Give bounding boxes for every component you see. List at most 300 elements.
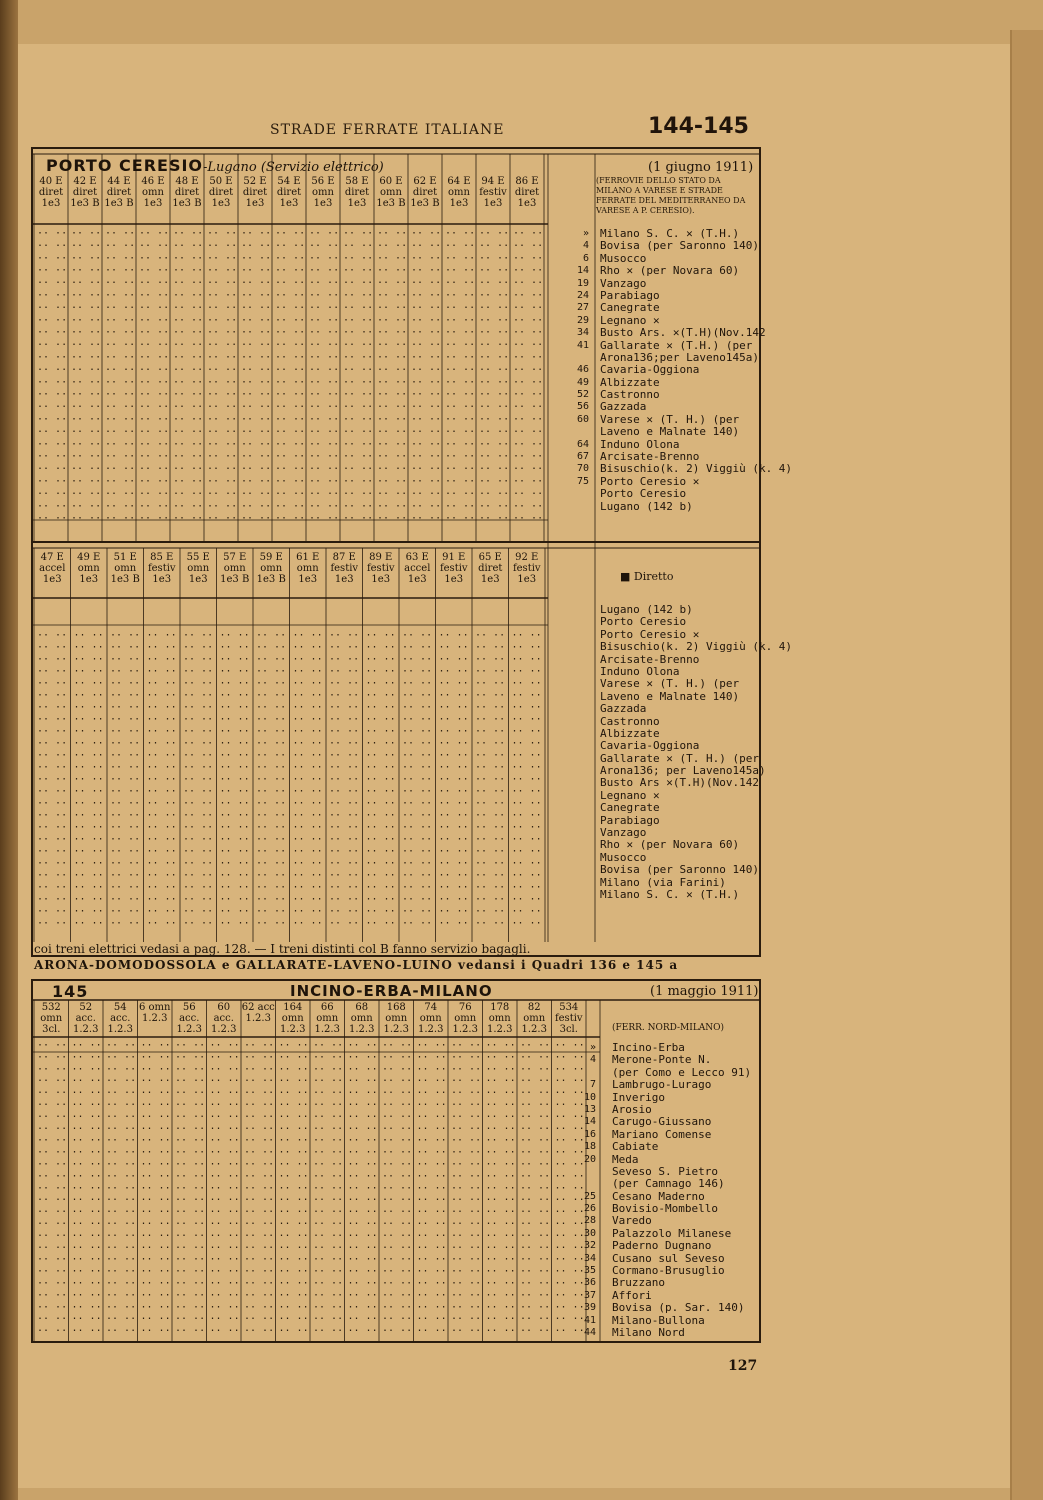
time-cell: ·· ··: [343, 438, 374, 450]
time-cell: ·· ··: [175, 1218, 206, 1230]
time-cell: ·· ··: [105, 352, 136, 363]
time-cell: ·· ··: [139, 364, 170, 376]
time-cell: ·· ··: [520, 1135, 551, 1147]
table-144-cross-reference: ARONA-DOMODOSSOLA e GALLARATE-LAVENO-LUINO vedansi i Quadri 136 e 145 a: [34, 958, 679, 972]
time-cell: ·· ··: [37, 1278, 68, 1289]
time-cell: ·· ··: [278, 1087, 309, 1099]
station-row: Legnano ✕: [600, 788, 660, 802]
time-cell: ·· ··: [554, 1147, 585, 1159]
train-column-header: 56 E omn 1e3: [311, 176, 335, 209]
station-row: Paderno Dugnano: [612, 1239, 712, 1253]
time-cell: ·· ··: [511, 666, 542, 677]
time-cell: ·· ··: [71, 1040, 102, 1051]
station-row: Gazzada: [600, 400, 647, 414]
time-cell: ·· ··: [37, 1313, 68, 1325]
time-cell: ·· ··: [382, 1135, 413, 1147]
time-cell: ·· ··: [73, 738, 104, 749]
station-row: Porto Ceresio ✕: [600, 627, 700, 641]
train-column-header: 50 E diret 1e3: [208, 176, 234, 209]
station-row: Musocco: [600, 251, 647, 265]
time-cell: ·· ··: [475, 846, 506, 857]
time-cell: ·· ··: [106, 1301, 137, 1313]
time-cell: ·· ··: [110, 726, 141, 737]
time-cell: ·· ··: [37, 314, 68, 326]
time-cell: ·· ··: [241, 277, 272, 289]
time-cell: ·· ··: [71, 314, 102, 326]
time-cell: ·· ··: [292, 702, 323, 713]
time-cell: ·· ··: [485, 1135, 516, 1147]
time-cell: ·· ··: [244, 1325, 275, 1337]
time-cell: ·· ··: [275, 314, 306, 326]
time-cell: ·· ··: [183, 678, 214, 689]
time-cell: ·· ··: [175, 1051, 206, 1063]
time-cell: ·· ··: [438, 786, 469, 797]
time-cell: ·· ··: [71, 240, 102, 252]
time-cell: ·· ··: [402, 666, 433, 677]
station-row: Bovisa (per Saronno 140): [600, 239, 759, 253]
time-cell: ·· ··: [37, 290, 68, 301]
time-cell: ·· ··: [475, 894, 506, 905]
km-cell: 32: [583, 1240, 596, 1252]
time-cell: ·· ··: [382, 1218, 413, 1230]
time-cell: ·· ··: [520, 1099, 551, 1111]
time-cell: ·· ··: [244, 1147, 275, 1159]
table-144-date: (1 giugno 1911): [648, 160, 754, 175]
time-cell: ·· ··: [343, 290, 374, 301]
time-cell: ·· ··: [382, 1230, 413, 1242]
time-cell: ·· ··: [313, 1063, 344, 1075]
time-cell: ·· ··: [451, 1159, 482, 1170]
km-cell: 49: [576, 376, 589, 388]
time-cell: ·· ··: [278, 1147, 309, 1159]
time-cell: ·· ··: [37, 630, 68, 641]
time-cell: ·· ··: [73, 642, 104, 653]
station-row: Milano S. C. ✕ (T.H.): [600, 887, 740, 901]
time-cell: ·· ··: [173, 339, 204, 351]
time-cell: ·· ··: [71, 463, 102, 475]
time-cell: ·· ··: [106, 1111, 137, 1123]
table-145-railway-info: (FERR. NORD-MILANO): [612, 1023, 725, 1033]
time-cell: ·· ··: [73, 750, 104, 761]
km-cell: 34: [583, 1252, 596, 1264]
time-cell: ·· ··: [71, 327, 102, 339]
time-cell: ·· ··: [479, 302, 510, 314]
time-cell: ·· ··: [175, 1289, 206, 1301]
time-cell: ·· ··: [106, 1218, 137, 1230]
time-cell: ·· ··: [554, 1075, 585, 1087]
time-cell: ·· ··: [485, 1182, 516, 1194]
time-cell: ·· ··: [71, 1099, 102, 1111]
time-cell: ·· ··: [479, 476, 510, 487]
time-cell: ·· ··: [292, 858, 323, 869]
time-cell: ·· ··: [554, 1278, 585, 1289]
train-column-header: 55 E omn 1e3: [186, 552, 210, 585]
time-cell: ·· ··: [445, 240, 476, 252]
time-cell: ·· ··: [329, 654, 360, 665]
train-column-header: 532 omn 3cl.: [40, 1002, 63, 1035]
time-cell: ·· ··: [475, 882, 506, 893]
time-cell: ·· ··: [37, 738, 68, 749]
time-cell: ·· ··: [106, 1266, 137, 1278]
time-cell: ·· ··: [554, 1159, 585, 1170]
time-cell: ·· ··: [244, 1301, 275, 1313]
km-cell: »: [589, 1042, 596, 1053]
time-cell: ·· ··: [520, 1313, 551, 1325]
time-cell: ·· ··: [244, 1159, 275, 1170]
time-cell: ·· ··: [475, 678, 506, 689]
time-cell: ·· ··: [329, 630, 360, 641]
station-row: Bisuschio(k. 2) Viggiù (k. 4): [600, 462, 793, 476]
time-cell: ·· ··: [219, 906, 250, 917]
time-cell: ·· ··: [256, 738, 287, 749]
station-row: Affori: [612, 1288, 652, 1302]
time-cell: ·· ··: [105, 252, 136, 264]
time-cell: ·· ··: [278, 1325, 309, 1337]
time-cell: ·· ··: [485, 1099, 516, 1111]
time-cell: ·· ··: [278, 1301, 309, 1313]
time-cell: ·· ··: [554, 1230, 585, 1242]
station-row: Bruzzano: [612, 1276, 665, 1290]
time-cell: ·· ··: [347, 1075, 378, 1087]
time-cell: ·· ··: [411, 488, 442, 500]
time-cell: ·· ··: [438, 834, 469, 845]
time-cell: ·· ··: [479, 513, 510, 525]
time-cell: ·· ··: [110, 918, 141, 929]
time-cell: ·· ··: [209, 1111, 240, 1123]
time-cell: ·· ··: [485, 1206, 516, 1218]
time-cell: ·· ··: [309, 339, 340, 351]
time-cell: ·· ··: [209, 1087, 240, 1099]
time-cell: ·· ··: [513, 389, 544, 401]
time-cell: ·· ··: [278, 1278, 309, 1289]
time-cell: ·· ··: [110, 690, 141, 701]
time-cell: ·· ··: [207, 364, 238, 376]
time-cell: ·· ··: [313, 1206, 344, 1218]
time-cell: ·· ··: [309, 302, 340, 314]
time-cell: ·· ··: [37, 1289, 68, 1301]
time-cell: ·· ··: [256, 918, 287, 929]
time-cell: ·· ··: [402, 726, 433, 737]
time-cell: ·· ··: [37, 352, 68, 363]
time-cell: ·· ··: [207, 352, 238, 363]
time-cell: ·· ··: [438, 798, 469, 809]
time-cell: ·· ··: [146, 894, 177, 905]
time-cell: ·· ··: [309, 240, 340, 252]
train-column-header: 534 festiv 3cl.: [554, 1002, 583, 1035]
time-cell: ·· ··: [106, 1087, 137, 1099]
time-cell: ·· ··: [37, 846, 68, 857]
time-cell: ·· ··: [416, 1182, 447, 1194]
time-cell: ·· ··: [146, 666, 177, 677]
train-column-header: 82 omn 1.2.3: [521, 1002, 547, 1035]
time-cell: ·· ··: [411, 426, 442, 438]
time-cell: ·· ··: [105, 277, 136, 289]
time-cell: ·· ··: [71, 1254, 102, 1266]
time-cell: ·· ··: [37, 882, 68, 893]
km-cell: 14: [583, 1116, 596, 1128]
time-cell: ·· ··: [71, 1242, 102, 1254]
time-cell: ·· ··: [520, 1087, 551, 1099]
train-column-header: 63 E accel 1e3: [404, 552, 431, 585]
time-cell: ·· ··: [256, 762, 287, 773]
time-cell: ·· ··: [139, 302, 170, 314]
km-cell: 16: [583, 1128, 596, 1140]
time-cell: ·· ··: [377, 513, 408, 525]
time-cell: ·· ··: [511, 810, 542, 821]
km-cell: 70: [576, 463, 589, 475]
time-cell: ·· ··: [140, 1182, 171, 1194]
time-cell: ·· ··: [475, 870, 506, 881]
time-cell: ·· ··: [73, 630, 104, 641]
time-cell: ·· ··: [275, 252, 306, 264]
time-cell: ·· ··: [309, 401, 340, 413]
time-cell: ·· ··: [416, 1313, 447, 1325]
time-cell: ·· ··: [37, 918, 68, 929]
time-cell: ·· ··: [343, 401, 374, 413]
time-cell: ·· ··: [256, 702, 287, 713]
time-cell: ·· ··: [73, 870, 104, 881]
time-cell: ·· ··: [309, 314, 340, 326]
time-cell: ·· ··: [485, 1087, 516, 1099]
time-cell: ·· ··: [347, 1218, 378, 1230]
time-cell: ·· ··: [275, 339, 306, 351]
time-cell: ·· ··: [292, 894, 323, 905]
time-cell: ·· ··: [438, 918, 469, 929]
time-cell: ·· ··: [479, 463, 510, 475]
time-cell: ·· ··: [71, 376, 102, 388]
time-cell: ·· ··: [377, 414, 408, 425]
time-cell: ·· ··: [256, 642, 287, 653]
time-cell: ·· ··: [377, 376, 408, 388]
time-cell: ·· ··: [347, 1123, 378, 1135]
time-cell: ·· ··: [365, 918, 396, 929]
time-cell: ·· ··: [37, 414, 68, 425]
time-cell: ·· ··: [479, 327, 510, 339]
time-cell: ·· ··: [207, 240, 238, 252]
time-cell: ·· ··: [37, 678, 68, 689]
time-cell: ·· ··: [71, 1135, 102, 1147]
time-cell: ·· ··: [292, 642, 323, 653]
time-cell: ·· ··: [219, 810, 250, 821]
time-cell: ·· ··: [37, 1266, 68, 1278]
time-cell: ·· ··: [343, 265, 374, 277]
time-cell: ·· ··: [173, 376, 204, 388]
time-cell: ·· ··: [173, 327, 204, 339]
time-cell: ·· ··: [475, 918, 506, 929]
time-cell: ·· ··: [106, 1325, 137, 1337]
time-cell: ·· ··: [37, 1182, 68, 1194]
time-cell: ·· ··: [313, 1242, 344, 1254]
time-cell: ·· ··: [309, 376, 340, 388]
page-number-header: 144-145: [648, 114, 749, 139]
time-cell: ·· ··: [278, 1063, 309, 1075]
time-cell: ·· ··: [377, 500, 408, 512]
time-cell: ·· ··: [365, 630, 396, 641]
time-cell: ·· ··: [451, 1194, 482, 1206]
time-cell: ·· ··: [71, 252, 102, 264]
time-cell: ·· ··: [347, 1170, 378, 1182]
time-cell: ·· ··: [511, 882, 542, 893]
time-cell: ·· ··: [520, 1206, 551, 1218]
station-row: Canegrate: [600, 301, 660, 315]
time-cell: ·· ··: [139, 414, 170, 425]
table-145-title: [290, 982, 493, 1000]
time-cell: ·· ··: [292, 726, 323, 737]
time-cell: ·· ··: [377, 240, 408, 252]
time-cell: ·· ··: [278, 1159, 309, 1170]
time-cell: ·· ··: [329, 774, 360, 785]
time-cell: ·· ··: [139, 327, 170, 339]
time-cell: ·· ··: [219, 702, 250, 713]
time-cell: ·· ··: [451, 1301, 482, 1313]
time-cell: ·· ··: [146, 858, 177, 869]
time-cell: ·· ··: [275, 513, 306, 525]
station-row: Milano-Bullona: [612, 1313, 705, 1327]
time-cell: ·· ··: [438, 858, 469, 869]
time-cell: ·· ··: [106, 1170, 137, 1182]
time-cell: ·· ··: [292, 762, 323, 773]
time-cell: ·· ··: [241, 314, 272, 326]
station-row: Castronno: [600, 388, 660, 402]
time-cell: ·· ··: [275, 240, 306, 252]
time-cell: ·· ··: [382, 1278, 413, 1289]
station-row: Porto Ceresio ✕: [600, 474, 700, 488]
time-cell: ·· ··: [173, 414, 204, 425]
km-cell: 36: [583, 1277, 596, 1289]
time-cell: ·· ··: [105, 327, 136, 339]
time-cell: ·· ··: [278, 1289, 309, 1301]
time-cell: ·· ··: [292, 666, 323, 677]
time-cell: ·· ··: [275, 277, 306, 289]
time-cell: ·· ··: [183, 726, 214, 737]
time-cell: ·· ··: [479, 265, 510, 277]
time-cell: ·· ··: [445, 414, 476, 425]
station-row: Busto Ars. ✕(T.H)(Nov.142: [600, 326, 766, 340]
time-cell: ·· ··: [140, 1206, 171, 1218]
time-cell: ·· ··: [402, 882, 433, 893]
time-cell: ·· ··: [37, 642, 68, 653]
time-cell: ·· ··: [416, 1325, 447, 1337]
time-cell: ·· ··: [140, 1099, 171, 1111]
time-cell: ·· ··: [241, 352, 272, 363]
time-cell: ·· ··: [139, 240, 170, 252]
time-cell: ·· ··: [402, 834, 433, 845]
km-cell: 4: [582, 240, 589, 252]
time-cell: ·· ··: [37, 810, 68, 821]
time-cell: ·· ··: [140, 1301, 171, 1313]
time-cell: ·· ··: [343, 352, 374, 363]
time-cell: ·· ··: [209, 1289, 240, 1301]
time-cell: ·· ··: [105, 302, 136, 314]
time-cell: ·· ··: [365, 654, 396, 665]
time-cell: ·· ··: [445, 476, 476, 487]
time-cell: ·· ··: [292, 906, 323, 917]
time-cell: ·· ··: [37, 666, 68, 677]
time-cell: ·· ··: [241, 426, 272, 438]
table-145-title-text: INCINO-ERBA-MILANO: [290, 982, 493, 1000]
time-cell: ·· ··: [278, 1266, 309, 1278]
time-cell: ·· ··: [146, 654, 177, 665]
time-cell: ·· ··: [110, 738, 141, 749]
time-cell: ·· ··: [438, 738, 469, 749]
time-cell: ·· ··: [377, 327, 408, 339]
time-cell: ·· ··: [37, 463, 68, 475]
time-cell: ·· ··: [520, 1242, 551, 1254]
time-cell: ·· ··: [139, 314, 170, 326]
time-cell: ·· ··: [411, 438, 442, 450]
time-cell: ·· ··: [416, 1230, 447, 1242]
time-cell: ·· ··: [73, 834, 104, 845]
time-cell: ·· ··: [438, 822, 469, 833]
time-cell: ·· ··: [106, 1099, 137, 1111]
time-cell: ·· ··: [256, 870, 287, 881]
time-cell: ·· ··: [71, 1147, 102, 1159]
time-cell: ·· ··: [73, 690, 104, 701]
train-column-header: 40 E diret 1e3: [38, 176, 64, 209]
time-cell: ·· ··: [438, 726, 469, 737]
time-cell: ·· ··: [106, 1313, 137, 1325]
train-column-header: 60 E omn 1e3 B: [376, 176, 406, 209]
time-cell: ·· ··: [479, 252, 510, 264]
time-cell: ·· ··: [37, 654, 68, 665]
time-cell: ·· ··: [485, 1218, 516, 1230]
table-144-note: coi treni elettrici vedasi a pag. 128. — I treni distinti col B fanno servizio bagagli.: [34, 942, 531, 956]
time-cell: ·· ··: [382, 1159, 413, 1170]
time-cell: ·· ··: [309, 463, 340, 475]
time-cell: ·· ··: [139, 339, 170, 351]
running-header: STRADE FERRATE ITALIANE: [270, 122, 505, 138]
time-cell: ·· ··: [183, 822, 214, 833]
time-cell: ·· ··: [479, 401, 510, 413]
time-cell: ·· ··: [402, 702, 433, 713]
time-cell: ·· ··: [175, 1135, 206, 1147]
km-cell: 6: [582, 252, 589, 264]
time-cell: ·· ··: [37, 1087, 68, 1099]
time-cell: ·· ··: [106, 1040, 137, 1051]
time-cell: ·· ··: [275, 265, 306, 277]
time-cell: ·· ··: [146, 642, 177, 653]
km-cell: 14: [576, 265, 589, 277]
time-cell: ·· ··: [173, 463, 204, 475]
time-cell: ·· ··: [479, 438, 510, 450]
time-cell: ·· ··: [71, 426, 102, 438]
time-cell: ·· ··: [416, 1289, 447, 1301]
time-cell: ·· ··: [416, 1254, 447, 1266]
train-column-header: 94 E festiv 1e3: [479, 176, 507, 209]
station-row: Seveso S. Pietro: [612, 1164, 718, 1178]
time-cell: ·· ··: [219, 690, 250, 701]
table-145-date: (1 maggio 1911): [650, 984, 759, 999]
time-cell: ·· ··: [219, 882, 250, 893]
time-cell: ·· ··: [110, 786, 141, 797]
time-cell: ·· ··: [411, 476, 442, 487]
time-cell: ·· ··: [278, 1230, 309, 1242]
time-cell: ·· ··: [475, 906, 506, 917]
time-cell: ·· ··: [511, 846, 542, 857]
train-column-header: 52 acc. 1.2.3: [73, 1002, 99, 1035]
station-row: Induno Olona: [600, 437, 680, 451]
station-row: Arosio: [612, 1102, 652, 1116]
time-cell: ·· ··: [73, 786, 104, 797]
time-cell: ·· ··: [292, 918, 323, 929]
time-cell: ·· ··: [207, 513, 238, 525]
time-cell: ·· ··: [219, 894, 250, 905]
time-cell: ·· ··: [451, 1218, 482, 1230]
time-cell: ·· ··: [207, 290, 238, 301]
time-cell: ·· ··: [445, 438, 476, 450]
time-cell: ·· ··: [71, 265, 102, 277]
time-cell: ·· ··: [485, 1147, 516, 1159]
